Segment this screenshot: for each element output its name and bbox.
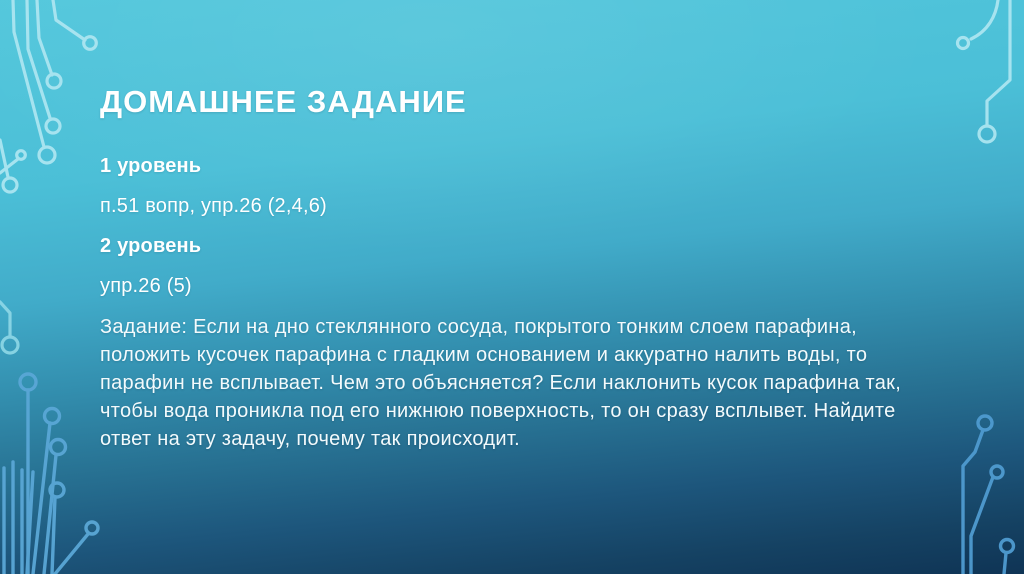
slide-title: ДОМАШНЕЕ ЗАДАНИЕ xyxy=(100,84,467,119)
circuit-pattern-top-right-icon xyxy=(958,0,1011,142)
level-2-label: 2 уровень xyxy=(100,235,202,257)
level-1-label: 1 уровень xyxy=(100,155,202,177)
level-1-detail: п.51 вопр, упр.26 (2,4,6) xyxy=(100,195,327,217)
level-2-detail: упр.26 (5) xyxy=(100,275,192,297)
circuit-pattern-mid-left-icon xyxy=(0,302,18,353)
circuit-pattern-top-left-icon xyxy=(0,0,96,192)
slide-content xyxy=(100,84,912,453)
task-text: Задание: Если на дно стеклянного сосуда, покрытого тонким слоем парафина, положить кусочек парафина с гладким основанием и аккуратно налить воды, то парафин не всплывает. Чем это объясняется? Если наклонить кусок парафина так, чтобы вода проникла под его нижнюю поверхность, то он сразу всплывет. Найдите ответ на эту задачу, почему так происходит. xyxy=(100,316,902,450)
circuit-pattern-bottom-right-icon xyxy=(963,416,1014,574)
circuit-pattern-bottom-left-icon xyxy=(4,374,98,574)
